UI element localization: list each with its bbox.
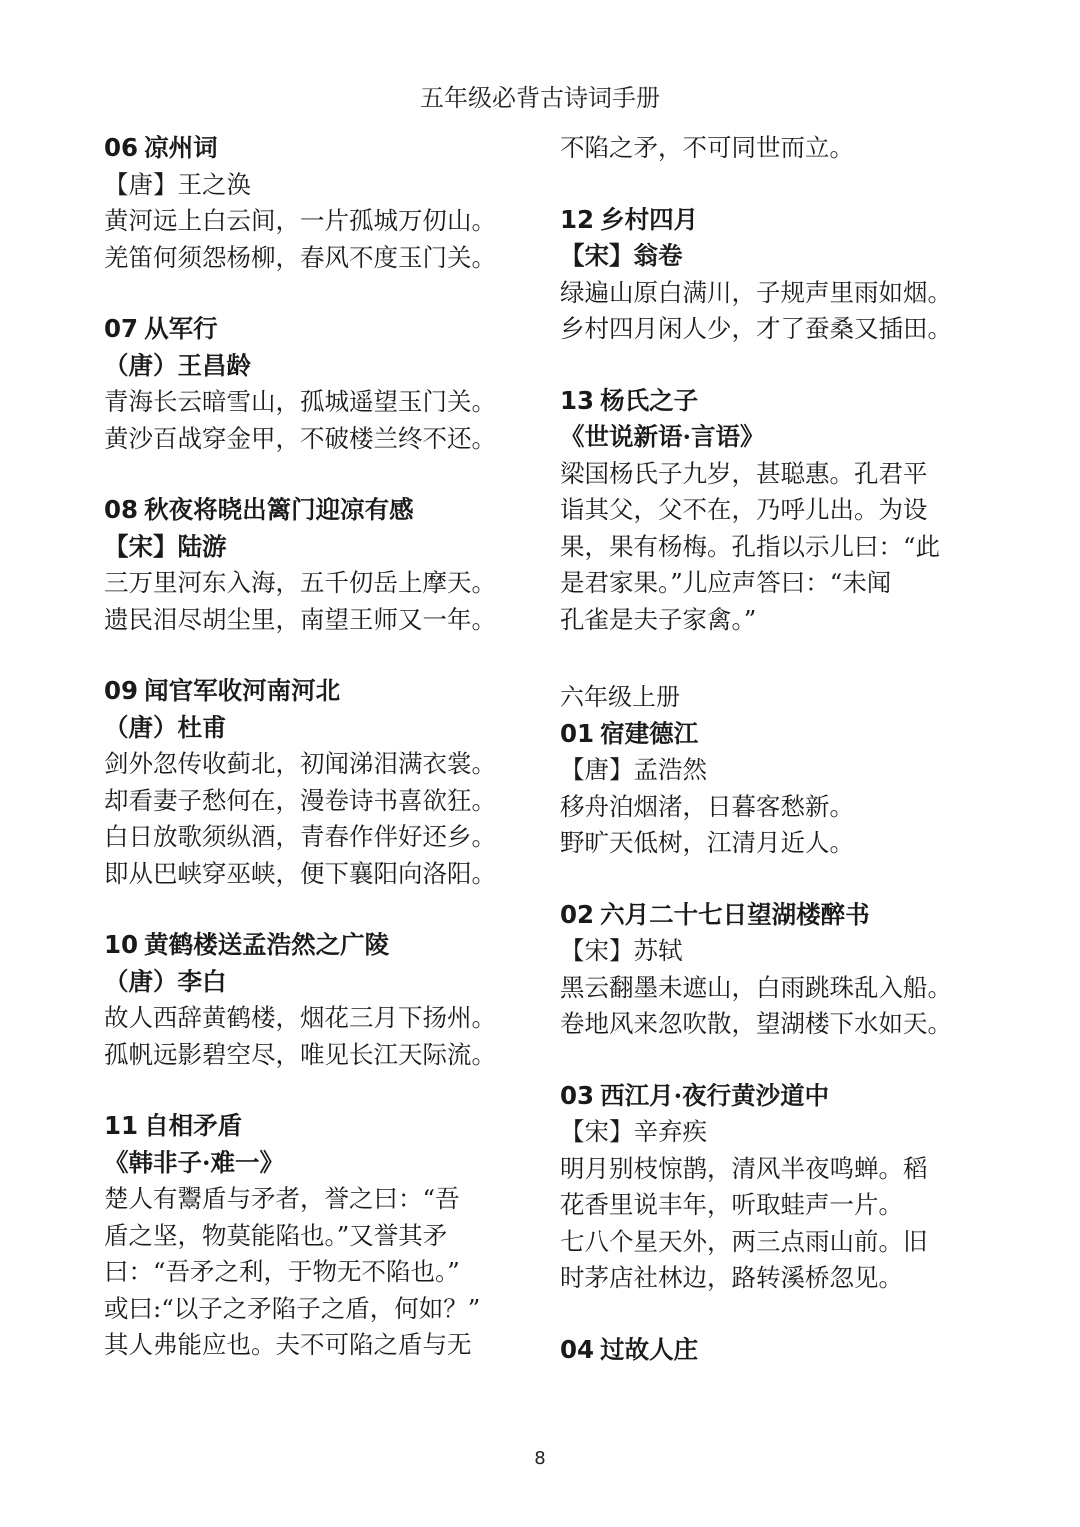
- spacer: [104, 457, 544, 492]
- poem-block: [104, 492, 544, 638]
- poem-line: 孔雀是夫子家禽。”: [560, 604, 757, 634]
- poem-block: [104, 927, 544, 1073]
- poem-line: 盾之坚，物莫能陷也。”又誉其矛: [104, 1220, 448, 1250]
- spacer: [560, 167, 1000, 202]
- poem-title-text: 西江月·夜行黄沙道中: [600, 1080, 830, 1110]
- poem-line: 剑外忽传收蓟北，初闻涕泪满衣裳。: [104, 749, 496, 778]
- poem-author: 【宋】苏轼: [560, 936, 683, 965]
- page-header-title: 五年级必背古诗词手册: [420, 84, 660, 112]
- poem-block: [104, 130, 544, 276]
- poem-line: 乡村四月闲人少，才了蚕桑又插田。: [560, 314, 952, 343]
- poem-title-text: 自相矛盾: [144, 1111, 243, 1140]
- page-number: 8: [534, 1448, 546, 1469]
- poem-line: 野旷天低树，江清月近人。: [560, 828, 854, 857]
- spacer: [560, 348, 1000, 383]
- poem-title-text: 宿建德江: [600, 718, 699, 748]
- poem-line: 曰：“吾矛之利，于物无不陷也。”: [104, 1257, 460, 1286]
- poem-line: 楚人有鬻盾与矛者，誉之曰：“吾: [104, 1184, 460, 1213]
- right-column: [560, 130, 1000, 1368]
- poem-line: 七八个星天外，两三点雨山前。旧: [560, 1226, 928, 1256]
- spacer: [560, 638, 1000, 673]
- poem-number: 08: [104, 495, 139, 524]
- poem-title: [560, 1078, 1000, 1115]
- poem-line: 是君家果。”儿应声答曰：“未闻: [560, 568, 892, 597]
- poem-title: [560, 716, 1000, 753]
- poem-number: 10: [104, 930, 139, 959]
- poem-block: [104, 1108, 544, 1364]
- poem-number: 04: [560, 1334, 595, 1364]
- poem-line: 梁国杨氏子九岁，甚聪惠。孔君平: [560, 458, 928, 488]
- poem-author: 《世说新语·言语》: [560, 422, 765, 451]
- poem-line: 诣其父，父不在，乃呼儿出。为设: [560, 495, 928, 524]
- poem-number: 03: [560, 1080, 595, 1110]
- poem-title-text: 从军行: [144, 314, 218, 343]
- poem-line: 黄沙百战穿金甲，不破楼兰终不还。: [104, 423, 496, 453]
- poem-line: 故人西辞黄鹤楼，烟花三月下扬州。: [104, 1003, 496, 1032]
- poem-author: 【宋】陆游: [104, 531, 227, 561]
- poem-title-text: 凉州词: [144, 133, 218, 162]
- poem-author: 【宋】辛弃疾: [560, 1117, 707, 1146]
- poem-author: （唐）王昌龄: [104, 350, 251, 380]
- poem-block: [104, 311, 544, 457]
- spacer: [104, 1073, 544, 1108]
- poem-title-text: 秋夜将晓出篱门迎凉有感: [144, 495, 414, 524]
- poem-line: 其人弗能应也。夫不可陷之盾与无: [104, 1330, 472, 1359]
- poem-line: 却看妻子愁何在，漫卷诗书喜欲狂。: [104, 785, 496, 815]
- poem-title: [560, 383, 1000, 420]
- poem-line: 羌笛何须怨杨柳，春风不度玉门关。: [104, 242, 496, 272]
- poem-author: （唐）杜甫: [104, 712, 227, 742]
- poem-title-text: 杨氏之子: [600, 385, 699, 415]
- spacer: [104, 276, 544, 311]
- poem-line: 时茅店社林边，路转溪桥忽见。: [560, 1263, 903, 1292]
- poem-block: [560, 716, 1000, 862]
- poem-line: 果，果有杨梅。孔指以示儿曰：“此: [560, 531, 941, 561]
- spacer: [104, 638, 544, 673]
- poem-title-text: 六月二十七日望湖楼醉书: [600, 899, 870, 929]
- poem-line: 移舟泊烟渚，日暮客愁新。: [560, 791, 854, 821]
- spacer: [560, 1043, 1000, 1078]
- poem-number: 01: [560, 718, 595, 748]
- poem-line: 孤帆远影碧空尽，唯见长江天际流。: [104, 1039, 496, 1069]
- poem-title-text: 乡村四月: [600, 204, 699, 234]
- poem-title: [104, 673, 544, 710]
- poem-author: 【唐】孟浩然: [560, 755, 707, 784]
- poem-line: 即从巴峡穿巫峡，便下襄阳向洛阳。: [104, 858, 496, 888]
- poem-line: 三万里河东入海，五千仞岳上摩天。: [104, 568, 496, 597]
- poem-author: 【宋】翁卷: [560, 241, 683, 270]
- poem-number: 13: [560, 385, 595, 415]
- poem-title: [560, 1332, 1000, 1369]
- left-column: [104, 130, 544, 1364]
- poem-line: 白日放歌须纵酒，青春作伴好还乡。: [104, 822, 496, 851]
- poem-line: 黄河远上白云间，一片孤城万仞山。: [104, 206, 496, 235]
- poem-block: [560, 383, 1000, 639]
- poem-author: 《韩非子·难一》: [104, 1147, 285, 1177]
- poem-number: 11: [104, 1111, 139, 1140]
- poem-title: [104, 927, 544, 964]
- poem-author: 【唐】王之涣: [104, 169, 251, 199]
- section-title: 六年级上册: [560, 683, 680, 711]
- poem-title: [104, 1108, 544, 1145]
- poem-block: [560, 1332, 1000, 1369]
- spacer: [560, 1297, 1000, 1332]
- poem-line: 绿遍山原白满川，子规声里雨如烟。: [560, 277, 952, 307]
- poem-line: 卷地风来忽吹散，望湖楼下水如天。: [560, 1009, 952, 1038]
- continued-text: 不陷之矛，不可同世而立。: [560, 133, 854, 162]
- spacer: [104, 892, 544, 927]
- poem-number: 02: [560, 899, 595, 929]
- poem-block: [560, 202, 1000, 348]
- poem-number: 06: [104, 133, 139, 162]
- poem-line: 明月别枝惊鹊，清风半夜鸣蝉。稻: [560, 1153, 928, 1183]
- poem-title: [104, 130, 544, 167]
- poem-number: 09: [104, 676, 139, 705]
- poem-block: [104, 673, 544, 892]
- poem-number: 12: [560, 204, 595, 234]
- poem-line: 花香里说丰年，听取蛙声一片。: [560, 1190, 903, 1219]
- poem-title: [104, 311, 544, 348]
- spacer: [560, 862, 1000, 897]
- poem-line: 黑云翻墨未遮山，白雨跳珠乱入船。: [560, 972, 952, 1002]
- poem-block: [560, 897, 1000, 1043]
- poem-author: （唐）李白: [104, 966, 227, 996]
- poem-title-text: 过故人庄: [600, 1334, 699, 1364]
- poem-title: [104, 492, 544, 529]
- poem-line: 或曰:“以子之矛陷子之盾，何如？”: [104, 1293, 481, 1323]
- poem-line: 遗民泪尽胡尘里，南望王师又一年。: [104, 604, 496, 634]
- poem-number: 07: [104, 314, 139, 343]
- poem-title: [560, 202, 1000, 239]
- poem-title-text: 黄鹤楼送孟浩然之广陵: [144, 930, 390, 959]
- poem-title-text: 闻官军收河南河北: [144, 676, 341, 705]
- poem-line: 青海长云暗雪山，孤城遥望玉门关。: [104, 387, 496, 416]
- poem-block: [560, 1078, 1000, 1297]
- poem-title: [560, 897, 1000, 934]
